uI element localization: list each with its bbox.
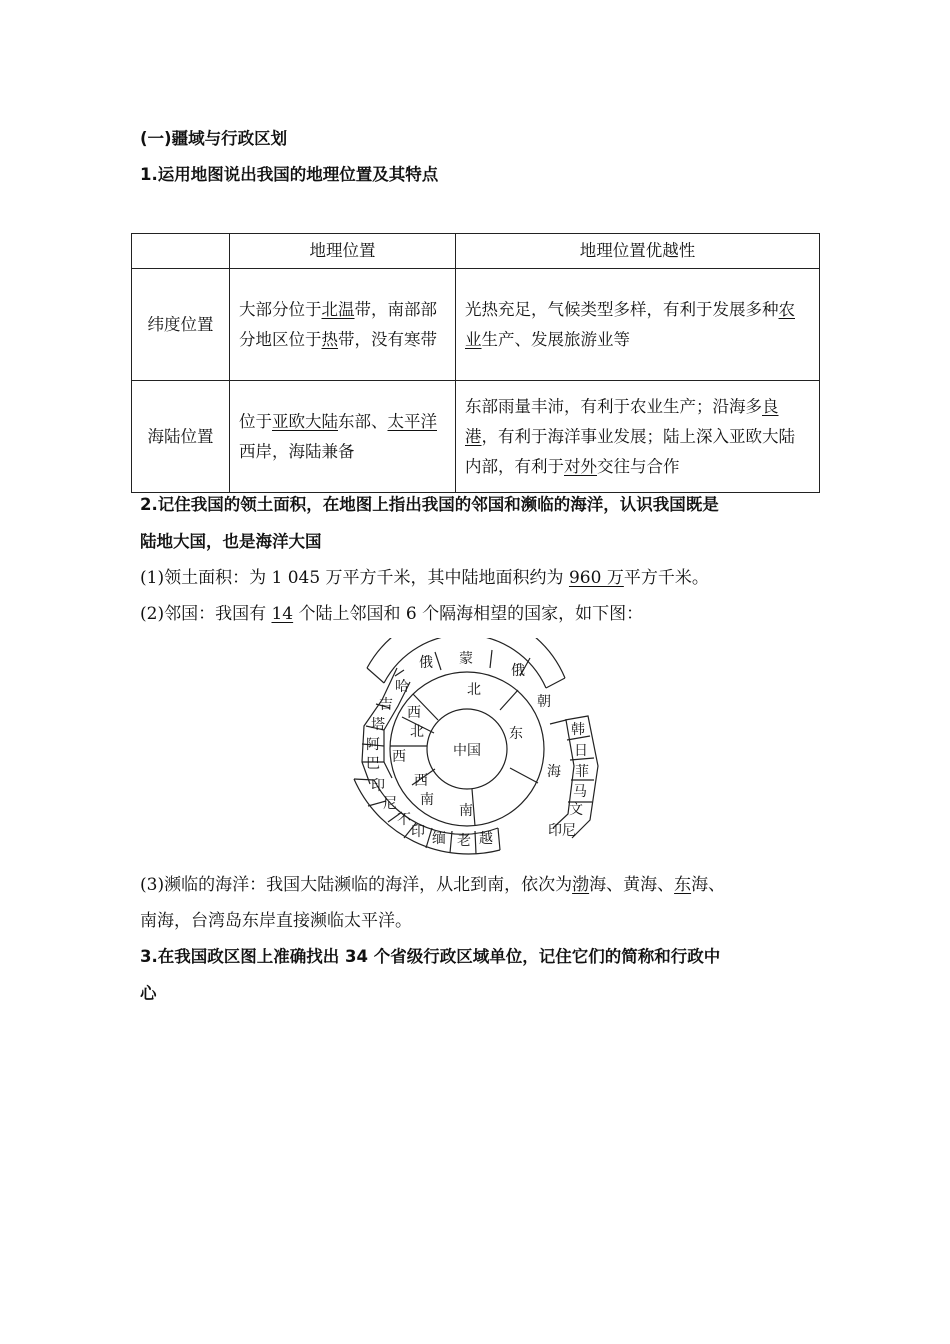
label-sea: 海 bbox=[547, 764, 561, 780]
territory-area-text: (1)领土面积：为 1 045 万平方千米，其中陆地面积约为 960 万平方千米。 bbox=[140, 568, 709, 588]
cell-latitude-position: 大部分位于北温带，南部部分地区位于热带，没有寒带 bbox=[230, 269, 456, 381]
neighbor-tajikistan: 塔 bbox=[371, 717, 385, 733]
neighbor-north-korea: 朝 bbox=[537, 694, 551, 710]
label-west: 西 bbox=[392, 749, 406, 765]
item2-title-line1: 2.记住我国的领土面积，在地图上指出我国的邻国和濒临的海洋，认识我国既是 bbox=[140, 495, 719, 514]
answer-blank: 东 bbox=[674, 875, 692, 895]
seas-text-line2: 南海，台湾岛东岸直接濒临太平洋。 bbox=[140, 911, 412, 931]
answer-blank: 960 万 bbox=[568, 568, 624, 588]
neighbor-pakistan: 巴 bbox=[366, 756, 380, 772]
answer-blank: 农业 bbox=[465, 299, 795, 349]
sea-neighbor-korea: 韩 bbox=[571, 722, 585, 738]
neighbor-myanmar: 缅 bbox=[432, 831, 446, 847]
row-label-sea-land: 海陆位置 bbox=[132, 381, 230, 493]
neighbor-india: 印 bbox=[371, 778, 385, 794]
neighbor-laos: 老 bbox=[457, 833, 471, 849]
neighbor-kazakhstan: 哈 bbox=[395, 679, 409, 695]
label-northwest-2: 北 bbox=[410, 724, 424, 740]
label-north: 北 bbox=[467, 682, 481, 698]
answer-blank: 热 bbox=[321, 329, 338, 349]
item1-title: 1.运用地图说出我国的地理位置及其特点 bbox=[140, 165, 439, 184]
sea-neighbor-brunei: 文 bbox=[569, 802, 583, 818]
table-header-row bbox=[132, 234, 820, 269]
table-row bbox=[132, 381, 820, 493]
neighbor-vietnam: 越 bbox=[479, 831, 493, 847]
neighbors-text: (2)邻国：我国有 14 个陆上邻国和 6 个隔海相望的国家，如下图： bbox=[140, 604, 644, 624]
answer-blank: 太平洋 bbox=[387, 411, 437, 431]
neighbor-kyrgyzstan: 吉 bbox=[379, 697, 393, 713]
neighbor-mongolia: 蒙 bbox=[459, 651, 473, 667]
table-header-position: 地理位置 bbox=[230, 234, 456, 269]
neighbor-afghanistan: 阿 bbox=[366, 737, 380, 753]
sea-neighbor-indonesia: 印尼 bbox=[548, 823, 576, 839]
sea-neighbor-japan: 日 bbox=[574, 743, 588, 759]
answer-blank: 良港 bbox=[465, 396, 779, 446]
answer-blank: 对外 bbox=[564, 456, 597, 476]
label-southwest-2: 南 bbox=[420, 792, 434, 808]
label-china: 中国 bbox=[453, 743, 481, 759]
answer-blank: 14 bbox=[271, 604, 294, 624]
neighbor-russia-west: 俄 bbox=[419, 655, 433, 671]
geo-position-table bbox=[131, 233, 820, 493]
item3-title-line1: 3.在我国政区图上准确找出 34 个省级行政区域单位，记住它们的简称和行政中 bbox=[140, 947, 721, 966]
answer-blank: 亚欧大陆 bbox=[272, 411, 338, 431]
answer-blank: 北温 bbox=[321, 299, 355, 319]
item2-title-line2: 陆地大国，也是海洋大国 bbox=[140, 532, 322, 551]
neighbor-nepal: 尼 bbox=[383, 796, 397, 812]
cell-latitude-advantage: 光热充足，气候类型多样，有利于发展多种农业生产、发展旅游业等 bbox=[456, 269, 820, 381]
label-south: 南 bbox=[459, 803, 473, 819]
label-southwest-1: 西 bbox=[414, 773, 428, 789]
neighbor-india-2: 印 bbox=[411, 824, 425, 840]
neighbor-bhutan: 不 bbox=[397, 812, 411, 828]
row-label-latitude: 纬度位置 bbox=[132, 269, 230, 381]
cell-sea-land-position: 位于亚欧大陆东部、太平洋西岸，海陆兼备 bbox=[230, 381, 456, 493]
cell-sea-land-advantage: 东部雨量丰沛，有利于农业生产；沿海多良港，有利于海洋事业发展；陆上深入亚欧大陆内部，有利于对外交往与合作 bbox=[456, 381, 820, 493]
neighbor-russia-east: 俄 bbox=[511, 663, 525, 679]
label-east: 东 bbox=[509, 726, 523, 742]
table-header-empty bbox=[132, 234, 230, 269]
seas-text-line1: (3)濒临的海洋：我国大陆濒临的海洋，从北到南，依次为渤海、黄海、东海、 bbox=[140, 875, 726, 895]
item3-title-line2: 心 bbox=[140, 984, 157, 1003]
table-header-advantage: 地理位置优越性 bbox=[456, 234, 820, 269]
sea-neighbor-malaysia: 马 bbox=[573, 784, 587, 800]
sea-neighbor-philippines: 菲 bbox=[575, 764, 589, 780]
answer-blank: 渤 bbox=[572, 875, 590, 895]
section-heading: (一)疆域与行政区划 bbox=[140, 129, 288, 148]
label-northwest-1: 西 bbox=[407, 705, 421, 721]
table-row bbox=[132, 269, 820, 381]
neighbors-wheel-diagram bbox=[340, 638, 610, 860]
